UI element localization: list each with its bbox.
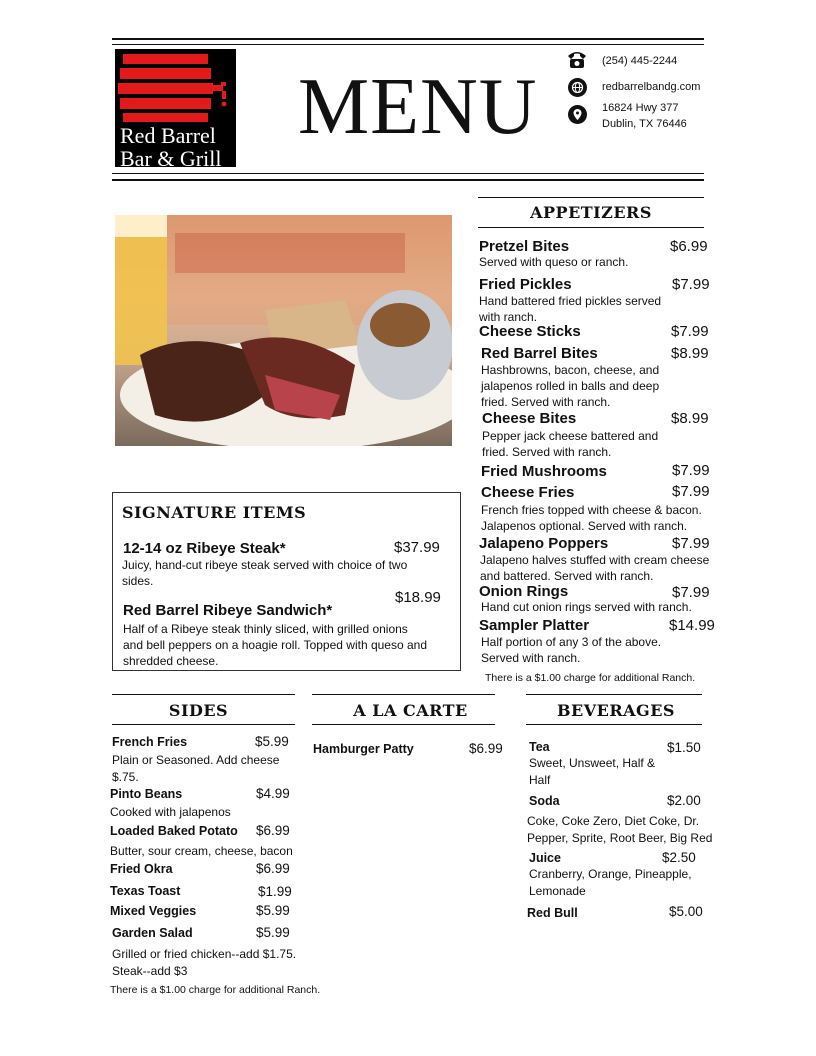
item-name: Red Barrel Ribeye Sandwich*	[123, 602, 333, 619]
item-price: $7.99	[672, 276, 710, 293]
item-price: $5.99	[256, 925, 290, 940]
item-price: $1.99	[258, 884, 292, 899]
item-name: 12-14 oz Ribeye Steak*	[123, 540, 286, 557]
item-description: Juicy, hand-cut ribeye steak served with choice of two sides.	[122, 558, 408, 588]
sides-title: SIDES	[168, 701, 229, 720]
item-description: Hashbrowns, bacon, cheese, and jalapenos rolled in balls and deep fried. Served with ranch.	[481, 363, 660, 409]
item-price: $7.99	[672, 584, 710, 601]
logo	[115, 49, 236, 167]
item-price: $5.00	[669, 904, 703, 919]
logo-text-line2: Bar & Grill	[120, 146, 222, 167]
signature-title: SIGNATURE ITEMS	[122, 503, 307, 522]
item-name: French Fries	[112, 735, 188, 749]
item-price: $8.99	[671, 345, 709, 362]
item-price: $8.99	[671, 410, 709, 427]
item-name: Cheese Sticks	[479, 323, 581, 340]
ranch-note: There is a $1.00 charge for additional Ranch.	[485, 672, 696, 684]
item-name: Onion Rings	[479, 583, 569, 600]
item-price: $6.99	[670, 238, 708, 255]
item-description: Sweet, Unsweet, Half & Half	[529, 756, 656, 787]
item-price: $7.99	[672, 462, 710, 479]
item-description: Cranberry, Orange, Pineapple, Lemonade	[529, 867, 692, 898]
item-price: $2.50	[662, 850, 696, 865]
item-description: Coke, Coke Zero, Diet Coke, Dr. Pepper, Sprite, Root Beer, Big Red	[527, 814, 713, 845]
steak-photo	[115, 215, 452, 446]
item-description: Cooked with jalapenos	[110, 805, 231, 819]
logo-text-line1: Red Barrel	[120, 123, 216, 148]
phone-number[interactable]: (254) 445-2244	[602, 55, 678, 67]
item-name: Loaded Baked Potato	[110, 824, 238, 838]
item-price: $4.99	[256, 786, 290, 801]
item-name: Sampler Platter	[479, 617, 590, 634]
item-name: Mixed Veggies	[110, 904, 197, 918]
item-name: Soda	[529, 794, 560, 808]
item-name: Pinto Beans	[110, 787, 183, 801]
item-name: Cheese Fries	[481, 484, 575, 501]
item-price: $5.99	[255, 734, 289, 749]
page-title: MENU	[298, 63, 538, 151]
alacarte-title: A LA CARTE	[353, 701, 468, 720]
address-line1: 16824 Hwy 377	[602, 102, 679, 114]
item-description: Half of a Ribeye steak thinly sliced, with grilled onions and bell peppers on a hoagie roll. Topped with queso and shredded cheese.	[123, 622, 428, 668]
item-description: Half portion of any 3 of the above. Served with ranch.	[481, 635, 662, 665]
item-name: Garden Salad	[112, 926, 193, 940]
item-name: Pretzel Bites	[479, 238, 570, 255]
item-price: $2.00	[667, 793, 701, 808]
item-description: Served with queso or ranch.	[479, 255, 629, 269]
item-price: $6.99	[256, 823, 290, 838]
location-pin-icon	[568, 105, 587, 124]
item-name: Jalapeno Poppers	[479, 535, 609, 552]
item-price: $1.50	[667, 740, 701, 755]
ranch-note: There is a $1.00 charge for additional Ranch.	[110, 984, 321, 996]
item-name: Red Barrel Bites	[481, 345, 598, 362]
item-price: $6.99	[256, 861, 290, 876]
item-description: Hand battered fried pickles served with ranch.	[479, 294, 662, 324]
item-name: Cheese Bites	[482, 410, 577, 427]
item-price: $7.99	[672, 483, 710, 500]
address-line2: Dublin, TX 76446	[602, 118, 687, 130]
website-link[interactable]: redbarrelbandg.com	[602, 81, 701, 93]
item-price: $18.99	[395, 589, 441, 606]
item-description: French fries topped with cheese & bacon. Jalapenos optional. Served with ranch.	[481, 503, 702, 533]
item-description: Hand cut onion rings served with ranch.	[481, 600, 692, 614]
item-description: Butter, sour cream, cheese, bacon	[110, 844, 293, 858]
item-name: Fried Mushrooms	[481, 463, 607, 480]
item-name: Red Bull	[527, 906, 578, 920]
item-price: $5.99	[256, 903, 290, 918]
appetizers-title: APPETIZERS	[530, 203, 652, 222]
item-description: Grilled or fried chicken--add $1.75. Steak--add $3	[112, 947, 297, 978]
globe-icon	[568, 78, 587, 97]
item-name: Tea	[529, 740, 550, 754]
item-name: Texas Toast	[110, 884, 181, 898]
phone-icon	[566, 49, 588, 69]
item-description: Pepper jack cheese battered and fried. Served with ranch.	[482, 429, 659, 459]
item-description: Plain or Seasoned. Add cheese $.75.	[112, 753, 280, 784]
item-name: Fried Okra	[110, 862, 173, 876]
barrel-logo-icon	[115, 49, 236, 124]
item-name: Hamburger Patty	[313, 742, 414, 756]
item-price: $7.99	[671, 323, 709, 340]
beverages-title: BEVERAGES	[557, 701, 675, 720]
item-price: $6.99	[469, 741, 503, 756]
item-price: $37.99	[394, 539, 440, 556]
item-name: Fried Pickles	[479, 276, 572, 293]
item-price: $7.99	[672, 535, 710, 552]
item-description: Jalapeno halves stuffed with cream cheese and battered. Served with ranch.	[480, 553, 710, 583]
item-price: $14.99	[669, 617, 715, 634]
item-name: Juice	[529, 851, 561, 865]
